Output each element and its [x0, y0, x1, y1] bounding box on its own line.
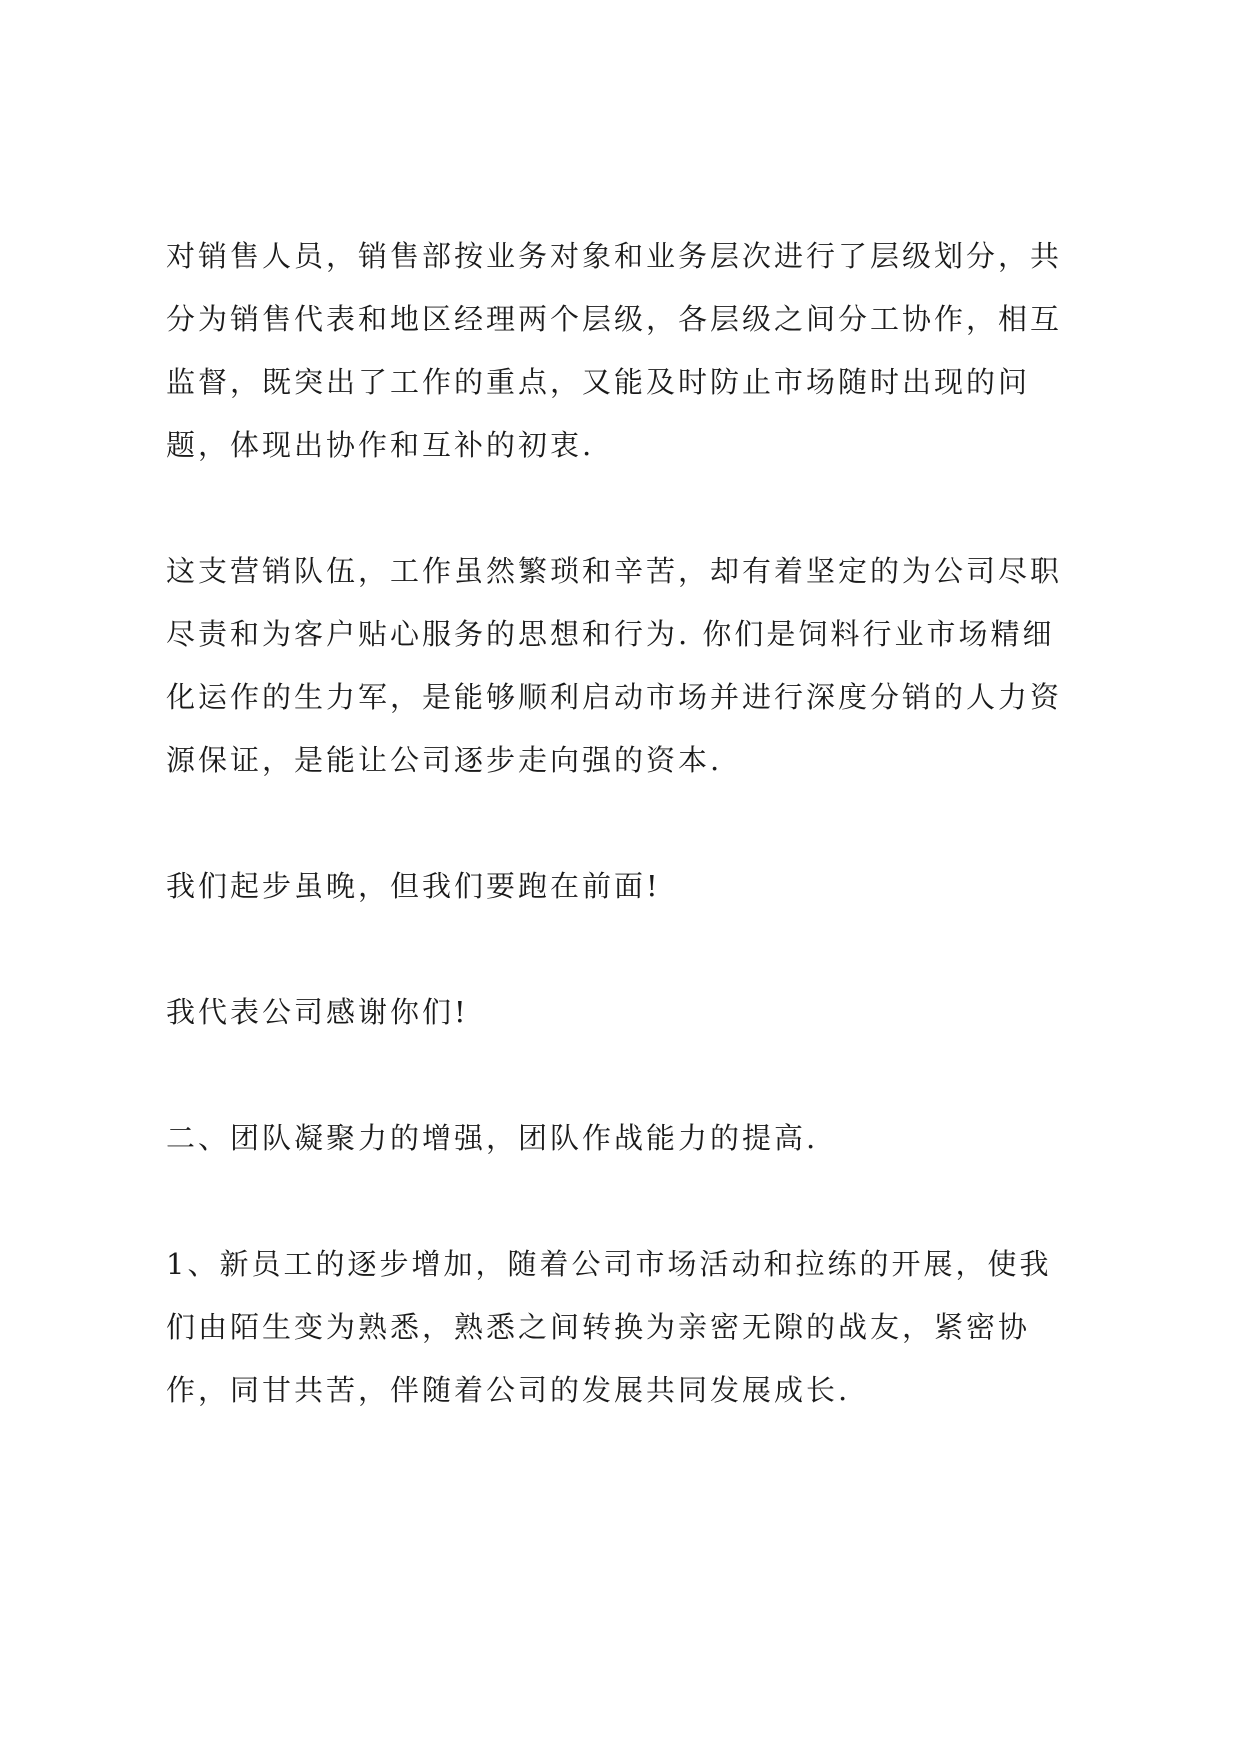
text-line: 尽责和为客户贴心服务的思想和行为. 你们是饲料行业市场精细 [166, 617, 1055, 651]
text-line: 监督，既突出了工作的重点，又能及时防止市场随时出现的问 [166, 365, 1031, 399]
text-line: 们由陌生变为熟悉，熟悉之间转换为亲密无隙的战友，紧密协 [166, 1310, 1031, 1344]
text-line: 题，体现出协作和互补的初衷. [166, 428, 595, 462]
text-line: 分为销售代表和地区经理两个层级，各层级之间分工协作，相互 [166, 302, 1063, 336]
text-line: 我们起步虽晚，但我们要跑在前面! [166, 869, 661, 903]
text-line: 对销售人员，销售部按业务对象和业务层次进行了层级划分，共 [166, 239, 1063, 273]
paragraph-thanks [166, 981, 1096, 1044]
text-line: 源保证，是能让公司逐步走向强的资本. [166, 743, 723, 777]
paragraph-marketing-team [166, 540, 1096, 792]
text-line: 二、团队凝聚力的增强，团队作战能力的提高. [166, 1121, 819, 1155]
document-body [166, 225, 1096, 1485]
paragraph-new-employees [166, 1233, 1096, 1422]
section-heading-team-cohesion [166, 1107, 1096, 1170]
text-line: 化运作的生力军，是能够顺利启动市场并进行深度分销的人力资 [166, 680, 1063, 714]
text-line: 我代表公司感谢你们! [166, 995, 469, 1029]
paragraph-run-ahead [166, 855, 1096, 918]
text-line: 1、新员工的逐步增加，随着公司市场活动和拉练的开展，使我 [166, 1247, 1052, 1281]
paragraph-sales-hierarchy [166, 225, 1096, 477]
text-line: 作，同甘共苦，伴随着公司的发展共同发展成长. [166, 1373, 851, 1407]
text-line: 这支营销队伍，工作虽然繁琐和辛苦，却有着坚定的为公司尽职 [166, 554, 1063, 588]
